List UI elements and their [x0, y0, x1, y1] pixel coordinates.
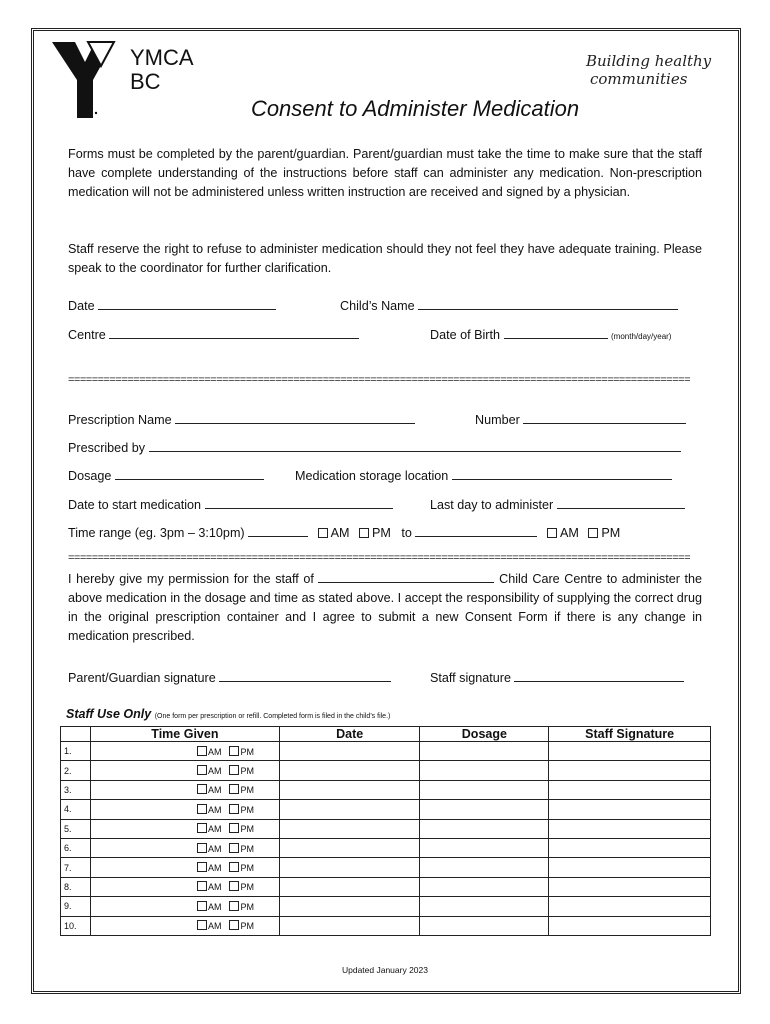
pm-checkbox[interactable]: [229, 920, 239, 930]
dosage-cell[interactable]: [420, 742, 549, 761]
dosage-cell[interactable]: [420, 916, 549, 935]
date-cell[interactable]: [279, 800, 420, 819]
pm-checkbox[interactable]: [229, 804, 239, 814]
row-number: 7.: [61, 858, 91, 877]
centre-field[interactable]: Centre: [68, 326, 359, 342]
org-name: YMCA BC: [130, 45, 194, 94]
table-row: [61, 742, 711, 761]
date-cell[interactable]: [279, 838, 420, 857]
table-header-cell: Dosage: [420, 727, 549, 742]
staff-signature-cell[interactable]: [549, 780, 711, 799]
pm-checkbox[interactable]: [229, 901, 239, 911]
centre-name-blank[interactable]: [318, 570, 494, 583]
time-given-cell[interactable]: AM PM: [90, 800, 279, 819]
table-row: [61, 897, 711, 916]
table-header-cell: Time Given: [90, 727, 279, 742]
pm-checkbox[interactable]: [229, 784, 239, 794]
row-number: 1.: [61, 742, 91, 761]
staff-use-table: [60, 726, 711, 936]
dosage-field[interactable]: Dosage: [68, 467, 264, 483]
dob-field[interactable]: Date of Birth (month/day/year): [430, 328, 672, 342]
date-cell[interactable]: [279, 742, 420, 761]
dosage-cell[interactable]: [420, 858, 549, 877]
parent-signature-field[interactable]: Parent/Guardian signature: [68, 669, 391, 685]
table-row: [61, 838, 711, 857]
table-row: [61, 819, 711, 838]
pm-checkbox[interactable]: [588, 528, 598, 538]
table-header-cell: Staff Signature: [549, 727, 711, 742]
am-checkbox[interactable]: [197, 920, 207, 930]
dosage-cell[interactable]: [420, 897, 549, 916]
last-day-field[interactable]: Last day to administer: [430, 496, 685, 512]
staff-signature-field[interactable]: Staff signature: [430, 669, 684, 685]
row-number: 8.: [61, 877, 91, 896]
page-title: Consent to Administer Medication: [250, 96, 580, 121]
prescription-name-field[interactable]: Prescription Name: [68, 411, 415, 427]
staff-use-heading: Staff Use Only (One form per prescription or refill. Completed form is filed in the child’s file.): [66, 707, 391, 721]
staff-signature-cell[interactable]: [549, 838, 711, 857]
staff-notice-paragraph: Staff reserve the right to refuse to administer medication should they not feel they have adequate training. Please speak to the coordinator for further clarification.: [68, 242, 702, 275]
am-checkbox[interactable]: [197, 784, 207, 794]
dosage-cell[interactable]: [420, 800, 549, 819]
dosage-cell[interactable]: [420, 838, 549, 857]
date-cell[interactable]: [279, 858, 420, 877]
start-date-field[interactable]: Date to start medication: [68, 496, 393, 512]
row-number: 2.: [61, 761, 91, 780]
table-row: [61, 780, 711, 799]
dosage-cell[interactable]: [420, 877, 549, 896]
am-checkbox[interactable]: [197, 843, 207, 853]
date-field[interactable]: Date: [68, 297, 276, 313]
separator-line: =========================================================================================================: [68, 552, 691, 564]
table-header-row: [61, 727, 711, 742]
am-checkbox[interactable]: [197, 901, 207, 911]
row-number: 4.: [61, 800, 91, 819]
pm-checkbox[interactable]: [229, 843, 239, 853]
prescribed-by-field[interactable]: Prescribed by: [68, 439, 681, 455]
time-given-cell[interactable]: AM PM: [90, 877, 279, 896]
time-given-cell[interactable]: AM PM: [90, 780, 279, 799]
date-cell[interactable]: [279, 819, 420, 838]
time-given-cell[interactable]: AM PM: [90, 897, 279, 916]
pm-checkbox[interactable]: [229, 862, 239, 872]
am-checkbox[interactable]: [197, 804, 207, 814]
table-row: [61, 877, 711, 896]
date-cell[interactable]: [279, 897, 420, 916]
child-name-field[interactable]: Child’s Name: [340, 297, 678, 313]
time-range-field[interactable]: Time range (eg. 3pm – 3:10pm) AM PM to AM PM: [68, 526, 621, 540]
staff-signature-cell[interactable]: [549, 819, 711, 838]
time-given-cell[interactable]: AM PM: [90, 916, 279, 935]
time-given-cell[interactable]: AM PM: [90, 858, 279, 877]
staff-signature-cell[interactable]: [549, 800, 711, 819]
number-field[interactable]: Number: [475, 411, 686, 427]
intro-paragraph: Forms must be completed by the parent/guardian. Parent/guardian must take the time to make sure that the staff have complete understanding of the instructions before staff can administer any medication. Non-prescription medication will not be administered unless written instruction are received and signed by a physician.: [68, 147, 702, 199]
date-cell[interactable]: [279, 916, 420, 935]
dosage-cell[interactable]: [420, 761, 549, 780]
am-checkbox[interactable]: [318, 528, 328, 538]
staff-signature-cell[interactable]: [549, 742, 711, 761]
pm-checkbox[interactable]: [229, 765, 239, 775]
am-checkbox[interactable]: [197, 746, 207, 756]
am-checkbox[interactable]: [197, 765, 207, 775]
am-checkbox[interactable]: [197, 862, 207, 872]
table-row: [61, 858, 711, 877]
staff-table-body: [61, 742, 711, 936]
row-number: 9.: [61, 897, 91, 916]
row-number: 10.: [61, 916, 91, 935]
am-checkbox[interactable]: [197, 823, 207, 833]
staff-signature-cell[interactable]: [549, 761, 711, 780]
row-number: 5.: [61, 819, 91, 838]
separator-line: =========================================================================================================: [68, 374, 691, 386]
staff-signature-cell[interactable]: [549, 877, 711, 896]
row-number: 6.: [61, 838, 91, 857]
staff-signature-cell[interactable]: [549, 897, 711, 916]
tagline: Building healthy communities: [586, 52, 712, 88]
date-cell[interactable]: [279, 761, 420, 780]
am-checkbox[interactable]: [547, 528, 557, 538]
pm-checkbox[interactable]: [359, 528, 369, 538]
table-row: [61, 761, 711, 780]
time-given-cell[interactable]: AM PM: [90, 742, 279, 761]
staff-signature-cell[interactable]: [549, 916, 711, 935]
time-given-cell[interactable]: AM PM: [90, 819, 279, 838]
dosage-cell[interactable]: [420, 780, 549, 799]
table-header-cell: [61, 727, 91, 742]
footer-updated: Updated January 2023: [341, 965, 428, 975]
date-cell[interactable]: [279, 780, 420, 799]
date-cell[interactable]: [279, 877, 420, 896]
table-header-cell: Date: [279, 727, 420, 742]
table-row: [61, 916, 711, 935]
time-given-cell[interactable]: AM PM: [90, 761, 279, 780]
dosage-cell[interactable]: [420, 819, 549, 838]
staff-signature-cell[interactable]: [549, 858, 711, 877]
pm-checkbox[interactable]: [229, 823, 239, 833]
row-number: 3.: [61, 780, 91, 799]
storage-location-field[interactable]: Medication storage location: [295, 467, 672, 483]
am-checkbox[interactable]: [197, 881, 207, 891]
pm-checkbox[interactable]: [229, 746, 239, 756]
consent-paragraph: I hereby give my permission for the staff of Child Care Centre to administer the above medication in the dosage and time as stated above. I accept the responsibility of supplying the correct drug in the original prescription container and I agree to submit a new Consent Form if there is any change in medication prescribed.: [68, 572, 702, 643]
pm-checkbox[interactable]: [229, 881, 239, 891]
time-given-cell[interactable]: AM PM: [90, 838, 279, 857]
table-row: [61, 800, 711, 819]
